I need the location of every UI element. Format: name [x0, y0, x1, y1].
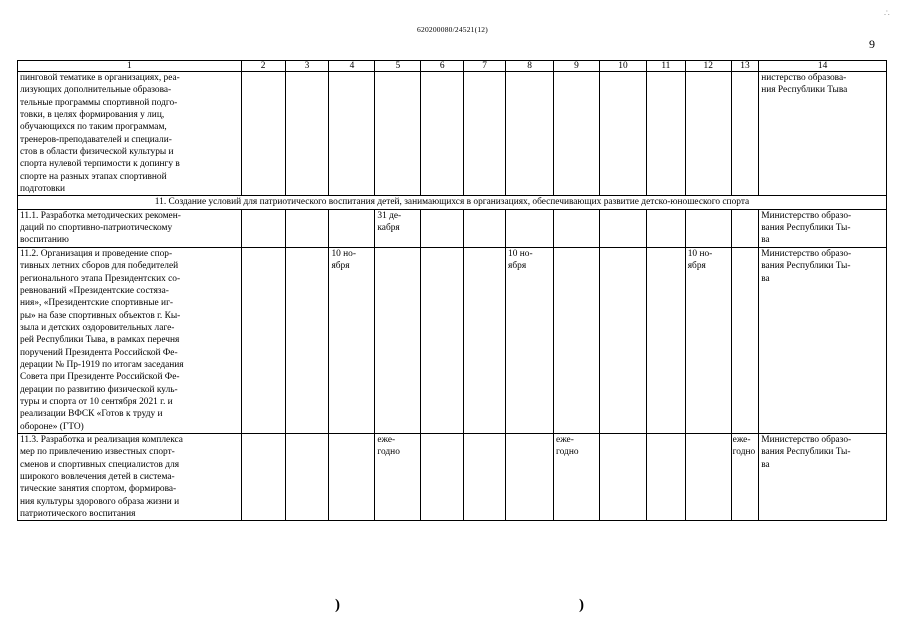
responsible-party: нистерство образова- ния Республики Тыва	[759, 72, 887, 196]
deadline-cell: 10 но- ября	[685, 247, 731, 433]
deadline-cell: 10 но- ября	[329, 247, 375, 433]
measure-text: 11.3. Разработка и реализация комплекса мер по привлечению известных спорт- сменов и спортивных специалистов для широкого вовлечения детей в система- тические занятия спортом, формирова- ния культуры здорового образа жизни и патриотического воспитания	[18, 433, 242, 520]
deadline-cell: еже- годно	[554, 433, 600, 520]
page-number: 9	[869, 37, 875, 51]
deadline-cell: 10 но- ября	[506, 247, 554, 433]
col-number: 1	[18, 61, 242, 72]
measure-text: 11.2. Организация и проведение спор- тивных летних сборов для победителей регионального этапа Президентских со- ревнований «Президентские состяза- ния», «Президентские спортивные иг- ры» на базе спортивных объектов г. Кы- зыла и детских оздоровительных лаге- рей Республики Тыва, в рамках перечня поручений Президента Российской Фе- дерации № Пр-1919 по итогам заседания Совета при Президенте Российской Фе- дерации по развитию физической куль- туры и спорта от 10 сентября 2021 г. и реализации ВФСК «Готов к труду и обороне» (ГТО)	[18, 247, 242, 433]
scan-corner-mark: ∴	[884, 8, 890, 18]
col-number: 3	[285, 61, 329, 72]
col-number: 9	[554, 61, 600, 72]
responsible-party: Министерство образо- вания Республики Ты- ва	[759, 209, 887, 247]
col-number: 12	[685, 61, 731, 72]
col-number: 13	[731, 61, 759, 72]
section-title: 11. Создание условий для патриотического воспитания детей, занимающихся в организациях, обеспечивающих развитие детско-юношеского спорта	[18, 196, 887, 209]
table-row	[18, 209, 887, 247]
scan-mark: )	[579, 597, 584, 613]
responsible-party: Министерство образо- вания Республики Ты- ва	[759, 433, 887, 520]
section-heading-row	[18, 196, 887, 209]
table-row	[18, 433, 887, 520]
deadline-cell: еже- годно	[731, 433, 759, 520]
col-number: 4	[329, 61, 375, 72]
table-row	[18, 247, 887, 433]
responsible-party: Министерство образо- вания Республики Ты- ва	[759, 247, 887, 433]
col-number: 11	[646, 61, 685, 72]
col-number: 6	[421, 61, 464, 72]
table-row	[18, 72, 887, 196]
measure-text: пинговой тематике в организациях, реа- лизующих дополнительные образова- тельные программы спортивной подго- товки, в целях формирования у лиц, обучающихся по таким программам, тренеров-преподавателей и специали- стов в области физической культуры и спорта нулевой терпимости к допингу в спорте на разных этапах спортивной подготовки	[18, 72, 242, 196]
program-table	[17, 60, 887, 521]
column-number-row	[18, 61, 887, 72]
scan-mark: )	[335, 597, 340, 613]
measure-text: 11.1. Разработка методических рекомен- даций по спортивно-патриотическому воспитанию	[18, 209, 242, 247]
deadline-cell: 31 де- кабря	[375, 209, 421, 247]
document-id: 620200080/24521(12)	[417, 25, 488, 34]
col-number: 10	[599, 61, 646, 72]
deadline-cell: еже- годно	[375, 433, 421, 520]
col-number: 14	[759, 61, 887, 72]
col-number: 8	[506, 61, 554, 72]
col-number: 7	[464, 61, 506, 72]
col-number: 2	[241, 61, 285, 72]
col-number: 5	[375, 61, 421, 72]
